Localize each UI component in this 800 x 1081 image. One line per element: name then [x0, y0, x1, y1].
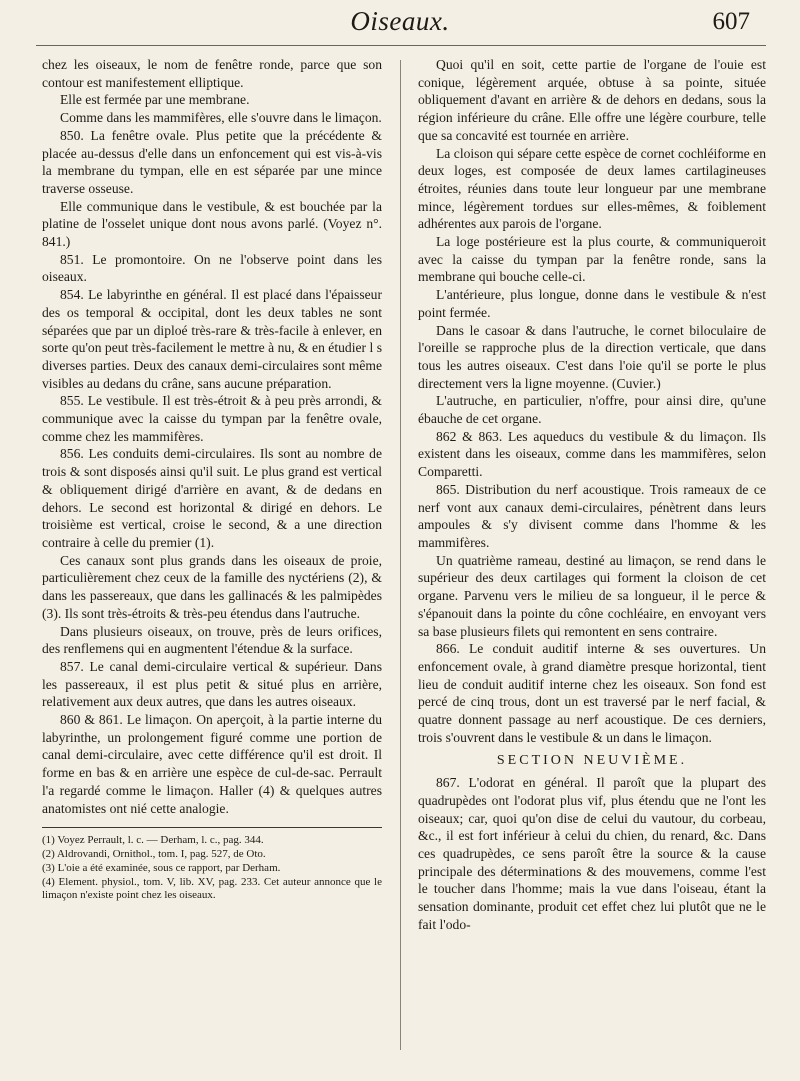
paragraph: 854. Le labyrinthe en général. Il est placé dans l'épaisseur des os temporal & occipital, dont les deux tables ne sont séparées que par un diploé très-rare & très-facile à enlever, en sorte qu'on peut très-facilement le mettre à nu, & en étudier l s diverses parties. Deux des canaux demi-circulaires sont même visibles au dedans du crâne, sans aucune préparation.: [42, 287, 382, 391]
page-number: 607: [712, 8, 750, 35]
paragraph: Un quatrième rameau, destiné au limaçon, se rend dans le supérieur des deux cartilages qui forment la cloison de cet organe. Parvenu vers le milieu de sa longueur, il le perce & s'épanouit dans la pointe du cône cochléaire, en envoyant vers sa base plusieurs filets qui remontent en sens contraire.: [418, 552, 766, 639]
paragraph: 856. Les conduits demi-circulaires. Ils sont au nombre de trois & sont disposés ainsi qu'il suit. Le plus grand est vertical & obliquement dirigé d'arrière en avant, & de dedans en dehors. Le second est horizontal & dirigé en dehors. Le troisième est vertical, croise le second, & a une direction contraire à celle du premier (1).: [42, 446, 382, 550]
right-column: [418, 56, 766, 933]
paragraph: Quoi qu'il en soit, cette partie de l'organe de l'ouie est conique, légèrement arquée, obtuse à sa pointe, située obliquement d'avant en arrière & de dehors en dedans, sous la région inférieure du crâne. Elle offre une légère courbure, telle que sa concavité est tournée en arrière.: [418, 57, 766, 143]
paragraph: 862 & 863. Les aqueducs du vestibule & du limaçon. Ils existent dans les oiseaux, comme dans les mammifères, selon Comparetti.: [418, 428, 766, 480]
footnotes: [42, 834, 382, 903]
left-column: [42, 56, 382, 903]
header-rule: [36, 45, 766, 46]
paragraph: La loge postérieure est la plus courte, & communiqueroit avec la caisse du tympan par la fenêtre ronde, sans la membrane qui bouche celle-ci.: [418, 234, 766, 285]
running-header-title: Oiseaux.: [350, 6, 450, 36]
paragraph: Dans le casoar & dans l'autruche, le cornet biloculaire de l'oreille se rapproche plus de la direction verticale, que dans tous les autres oiseaux. C'est dans l'oie qu'il se porte le plus directement vers la ligne moyenne. (Cuvier.): [418, 322, 766, 391]
paragraph: Elle communique dans le vestibule, & est bouchée par la platine de l'osselet unique dont nous avons parlé. (Voyez n°. 841.): [42, 198, 382, 250]
paragraph: Elle est fermée par une membrane.: [60, 92, 250, 108]
paragraph: Comme dans les mammifères, elle s'ouvre dans le limaçon.: [60, 110, 382, 126]
paragraph: Ces canaux sont plus grands dans les oiseaux de proie, particulièrement chez ceux de la famille des nyctériens (2), & dans les passereaux, que dans les gallinacés & les palmipèdes (3). Ils sont très-étroits & très-peu étendus dans l'autruche.: [42, 552, 382, 621]
paragraph: 866. Le conduit auditif interne & ses ouvertures. Un enfoncement ovale, à grand diamètre presque horizontal, tient lieu de conduit auditif interne chez les oiseaux. Son fond est percé de cinq trous, dont un est traversé par le nerf facial, & quatre donnent passage au nerf acoustique. De ces derniers, trois s'ouvrent dans le vestibule & un dans le limaçon.: [418, 641, 766, 745]
paragraph: 867. L'odorat en général. Il paroît que la plupart des quadrupèdes ont l'odorat plus vif, plus étendu que ne l'ont les oiseaux; car, quoi qu'on dise de celui du vautour, du corbeau, &c., il est fort inférieur à celui du chien, du renard, &c. Dans ces quadrupèdes, ce sens paroît être la source & la cause principale des déterminations & des mouvemens, comme l'est le toucher dans l'homme; mais la vue dans l'oiseau, étant la sensation dominante, produit cet effet chez lui plutôt que ne le fait l'odo-: [418, 775, 766, 932]
paragraph: La cloison qui sépare cette espèce de cornet cochléiforme en deux loges, est composée de deux lames cartilagineuses étroites, réunies dans toute leur longueur par une membrane mince, légèrement tordues sur elles-mêmes, & foiblement adhérentes aux parois de l'organe.: [418, 145, 766, 232]
paragraph: 865. Distribution du nerf acoustique. Trois rameaux de ce nerf vont aux canaux demi-circulaires, pénètrent dans leurs ampoules & s'y divisent comme dans l'homme & les mammifères.: [418, 481, 766, 550]
paragraph: chez les oiseaux, le nom de fenêtre ronde, parce que son contour est manifestement elliptique.: [42, 57, 382, 90]
footnote: (3) L'oie a été examinée, sous ce rapport, par Derham.: [42, 861, 281, 874]
paragraph: Dans plusieurs oiseaux, on trouve, près de leurs orifices, des renflemens qui en augmentent l'étendue & la surface.: [42, 623, 382, 657]
paragraph: 860 & 861. Le limaçon. On aperçoit, à la partie interne du labyrinthe, un prolongement figuré comme une portion de canal demi-circulaire, avec cette différence qu'il est droit. Il forme en bas & en arrière une espèce de cul-de-sac. Perrault l'a regardé comme le limaçon. Haller (4) & quelques autres anatomistes ont nié cette analogie.: [42, 712, 382, 816]
footnote: (4) Element. physiol., tom. V, lib. XV, pag. 233. Cet auteur annonce que le limaçon n'existe point chez les oiseaux.: [42, 875, 382, 902]
footnote-rule: [42, 827, 382, 828]
paragraph: 850. La fenêtre ovale. Plus petite que la précédente & placée au-dessus d'elle dans un enfoncement qui est vis-à-vis la membrane du tympan, elle en est séparée par une mince traverse osseuse.: [42, 127, 382, 196]
column-divider: [400, 60, 401, 1050]
paragraph: L'autruche, en particulier, n'offre, pour ainsi dire, qu'une ébauche de cet organe.: [418, 393, 766, 427]
paragraph: 857. Le canal demi-circulaire vertical & supérieur. Dans les passereaux, il est plus petit & situé plus en arrière, relativement aux deux autres, que dans les autres oiseaux.: [42, 658, 382, 710]
paragraph: 855. Le vestibule. Il est très-étroit & à peu près arrondi, & communique avec la caisse du tympan par la fenêtre ovale, comme chez les mammifères.: [42, 393, 382, 444]
footnote: (2) Aldrovandi, Ornithol., tom. I, pag. 527, de Oto.: [42, 848, 266, 861]
paragraph: 851. Le promontoire. On ne l'observe point dans les oiseaux.: [42, 251, 382, 285]
section-heading: SECTION NEUVIÈME.: [496, 753, 688, 769]
footnote: (1) Voyez Perrault, l. c. — Derham, l. c., pag. 344.: [42, 834, 264, 847]
paragraph: L'antérieure, plus longue, donne dans le vestibule & n'est point fermée.: [418, 287, 766, 320]
